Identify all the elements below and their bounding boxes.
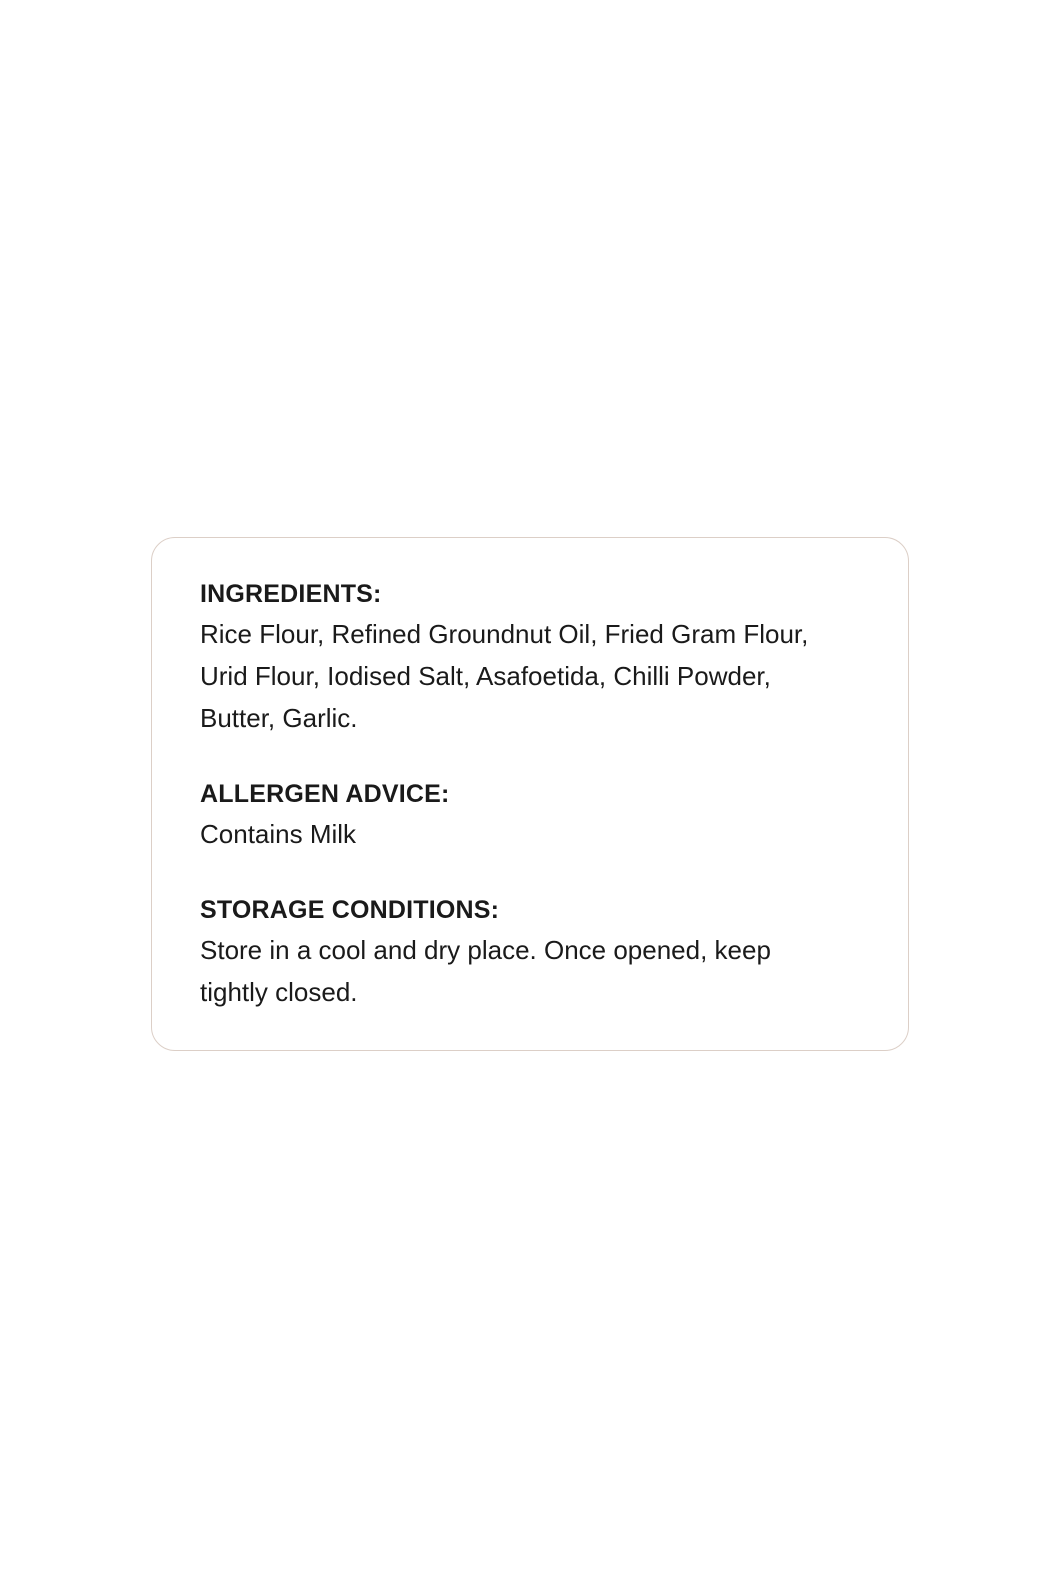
storage-conditions-section [200,891,860,1013]
allergen-advice-heading: ALLERGEN ADVICE: [200,780,450,808]
storage-conditions-line: Store in a cool and dry place. Once opened, keep [200,935,771,965]
product-info-card [151,537,909,1051]
ingredients-heading: INGREDIENTS: [200,580,382,608]
ingredients-line: Rice Flour, Refined Groundnut Oil, Fried Gram Flour, [200,619,809,649]
allergen-advice-section [200,775,860,855]
ingredients-line: Urid Flour, Iodised Salt, Asafoetida, Chilli Powder, [200,661,771,691]
allergen-advice-line: Contains Milk [200,819,357,849]
storage-conditions-line: tightly closed. [200,977,358,1007]
storage-conditions-heading: STORAGE CONDITIONS: [200,896,500,924]
ingredients-line: Butter, Garlic. [200,703,358,733]
ingredients-section [200,575,860,739]
